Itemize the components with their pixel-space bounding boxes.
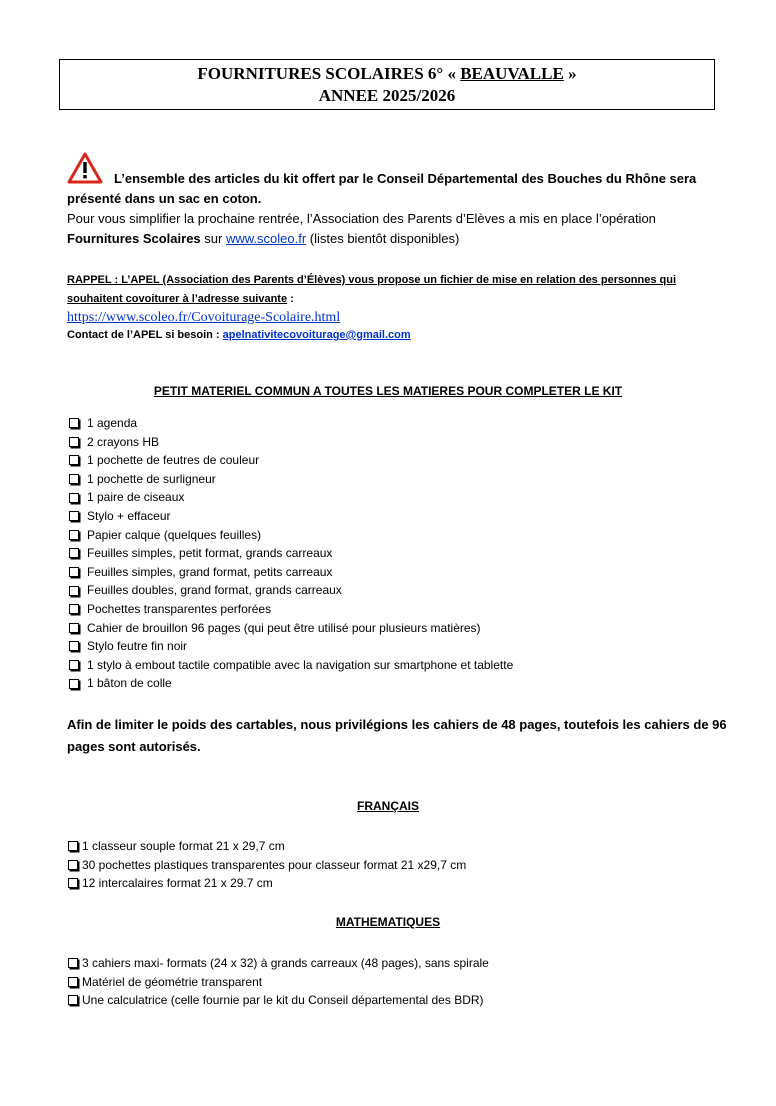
title-line-1: FOURNITURES SCOLAIRES 6° « BEAUVALLE »: [197, 64, 577, 83]
checkbox-icon: [68, 878, 78, 888]
intro-line-4: Fournitures Scolaires sur www.scoleo.fr (listes bientôt disponibles): [67, 231, 460, 246]
checkbox-icon: [69, 567, 79, 577]
list-item: 3 cahiers maxi- formats (24 x 32) à grands carreaux (48 pages), sans spirale: [67, 954, 489, 973]
list-item: Papier calque (quelques feuilles): [67, 526, 513, 545]
checkbox-icon: [69, 604, 79, 614]
list-item: 1 stylo à embout tactile compatible avec la navigation sur smartphone et tablette: [67, 656, 513, 675]
rappel-contact: Contact de l’APEL si besoin : apelnativitecovoiturage@gmail.com: [67, 329, 411, 341]
list-item: Cahier de brouillon 96 pages (qui peut être utilisé pour plusieurs matières): [67, 619, 513, 638]
title-line-2: ANNEE 2025/2026: [318, 86, 456, 105]
checkbox-icon: [68, 977, 78, 987]
checkbox-icon: [69, 679, 79, 689]
intro-section: [67, 152, 727, 249]
list-item: Feuilles doubles, grand format, grands carreaux: [67, 581, 513, 600]
warning-triangle-icon: [67, 152, 103, 184]
checkbox-icon: [68, 958, 78, 968]
checkbox-icon: [69, 455, 79, 465]
list-item: Une calculatrice (celle fournie par le kit du Conseil départemental des BDR): [67, 991, 489, 1010]
intro-bold-line-1: L’ensemble des articles du kit offert par le Conseil Départemental des Bouches du Rhône sera: [114, 171, 697, 186]
checkbox-icon: [69, 511, 79, 521]
list-item: Feuilles simples, petit format, grands carreaux: [67, 544, 513, 563]
list-item: Feuilles simples, grand format, petits carreaux: [67, 563, 513, 582]
francais-heading: FRANÇAIS: [357, 799, 419, 813]
checkbox-icon: [69, 660, 79, 670]
cartables-note: Afin de limiter le poids des cartables, nous privilégions les cahiers de 48 pages, toutefois les cahiers de 96 pages sont autorisés.: [67, 717, 727, 754]
list-item: Pochettes transparentes perforées: [67, 600, 513, 619]
scoleo-link[interactable]: www.scoleo.fr: [225, 231, 307, 246]
checkbox-icon: [69, 641, 79, 651]
checkbox-icon: [69, 493, 79, 503]
title-box: [59, 59, 715, 110]
francais-list: [67, 837, 466, 893]
rappel-line-1: RAPPEL : L’APEL (Association des Parents d’Élèves) vous propose un fichier de mise en relation des personnes qui: [67, 274, 677, 286]
list-item: 1 bâton de colle: [67, 674, 513, 693]
checkbox-icon: [68, 841, 78, 851]
common-list: [67, 414, 513, 693]
checkbox-icon: [69, 623, 79, 633]
checkbox-icon: [69, 548, 79, 558]
list-item: 30 pochettes plastiques transparentes pour classeur format 21 x29,7 cm: [67, 856, 466, 875]
checkbox-icon: [69, 437, 79, 447]
list-item: Matériel de géométrie transparent: [67, 973, 489, 992]
list-item: 1 pochette de feutres de couleur: [67, 451, 513, 470]
list-item: Stylo + effaceur: [67, 507, 513, 526]
list-item: 12 intercalaires format 21 x 29.7 cm: [67, 874, 466, 893]
rappel-section: [67, 271, 727, 345]
maths-list: [67, 954, 489, 1010]
list-item: 1 classeur souple format 21 x 29,7 cm: [67, 837, 466, 856]
checkbox-icon: [69, 418, 79, 428]
checkbox-icon: [69, 586, 79, 596]
checkbox-icon: [68, 995, 78, 1005]
covoiturage-link[interactable]: https://www.scoleo.fr/Covoiturage-Scolaire.html: [67, 310, 341, 325]
rappel-line-2: souhaitent covoiturer à l’adresse suivante :: [67, 293, 294, 305]
contact-email-link[interactable]: apelnativitecovoiturage@gmail.com: [222, 329, 411, 341]
intro-line-3: Pour vous simplifier la prochaine rentrée, l’Association des Parents d’Elèves a mis en place l’opération: [67, 211, 656, 226]
intro-bold-line-2: présenté dans un sac en coton.: [67, 191, 262, 206]
list-item: 2 crayons HB: [67, 433, 513, 452]
list-item: 1 pochette de surligneur: [67, 470, 513, 489]
common-heading: PETIT MATERIEL COMMUN A TOUTES LES MATIERES POUR COMPLETER LE KIT: [153, 384, 623, 398]
checkbox-icon: [68, 860, 78, 870]
list-item: 1 agenda: [67, 414, 513, 433]
list-item: 1 paire de ciseaux: [67, 488, 513, 507]
checkbox-icon: [69, 530, 79, 540]
list-item: Stylo feutre fin noir: [67, 637, 513, 656]
school-name: BEAUVALLE: [460, 64, 564, 83]
maths-heading: MATHEMATIQUES: [335, 915, 441, 929]
checkbox-icon: [69, 474, 79, 484]
